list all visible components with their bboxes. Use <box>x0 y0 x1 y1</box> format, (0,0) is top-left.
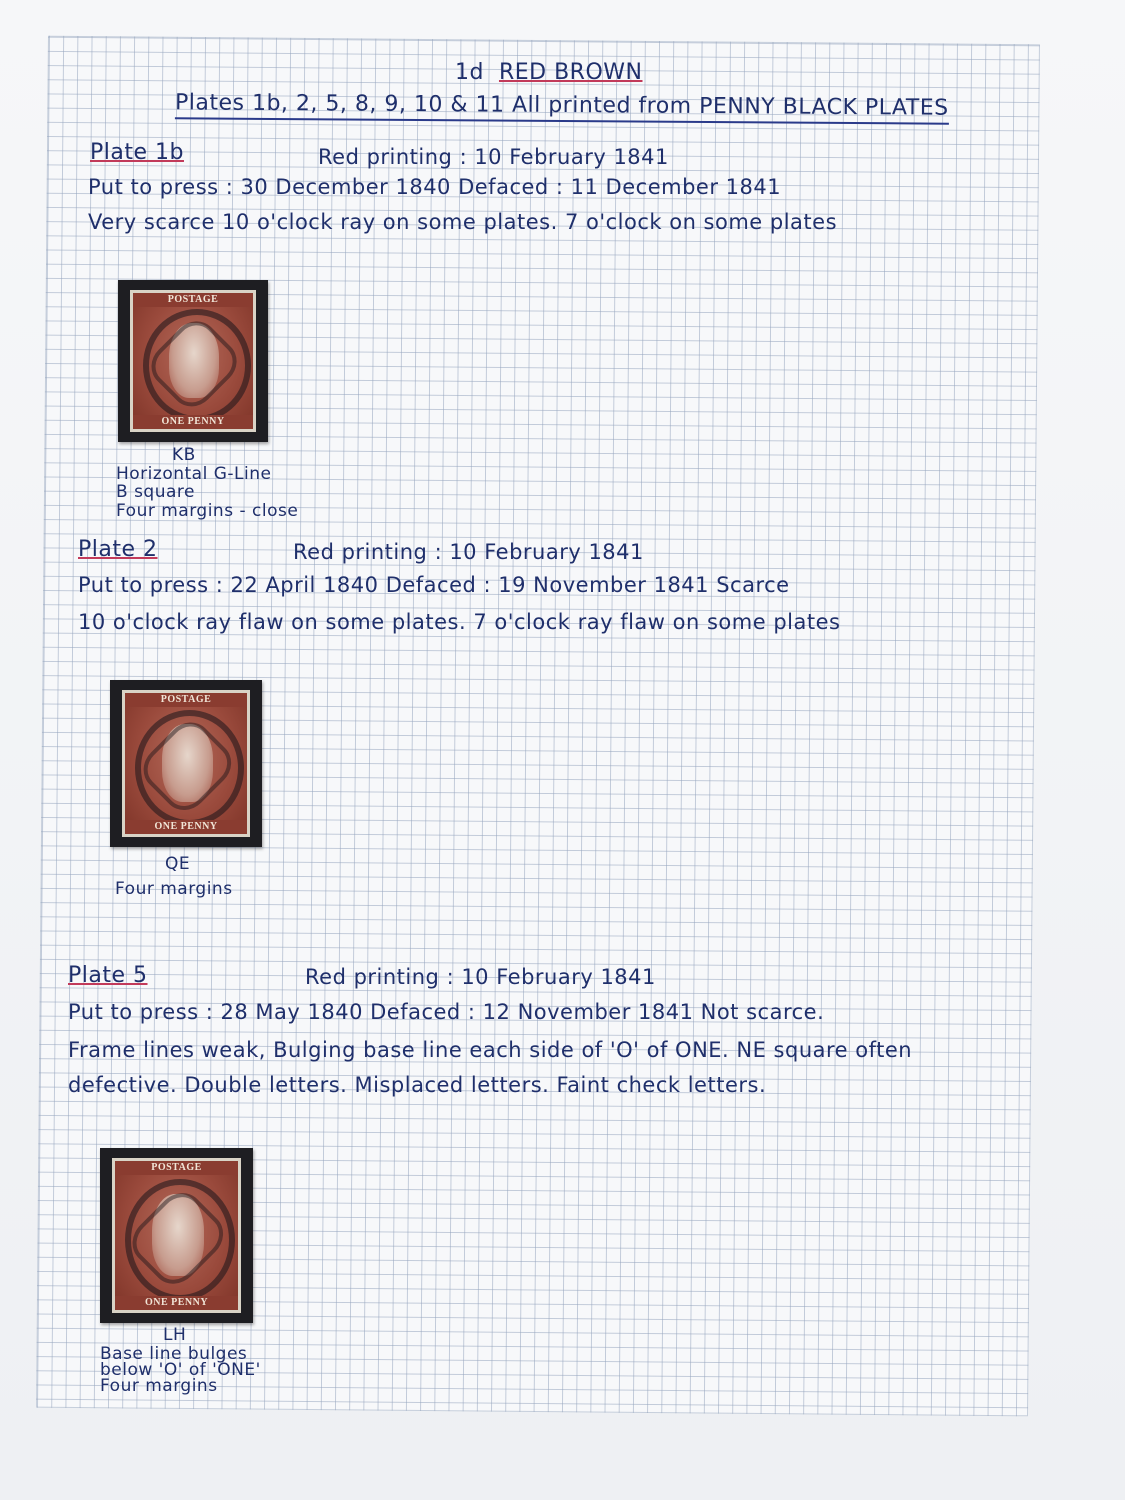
stamp-value-label: ONE PENNY <box>125 820 247 834</box>
stamp-postage-label: POSTAGE <box>115 1161 238 1175</box>
plate-2-heading: Plate 2 <box>78 537 158 562</box>
plate-1b-dates: Put to press : 30 December 1840 Defaced : 11 December 1841 <box>88 175 782 199</box>
page-title <box>455 60 643 85</box>
title-denomination: 1d <box>455 60 484 85</box>
plate-5-notes-cont: defective. Double letters. Misplaced letters. Faint check letters. <box>68 1073 767 1097</box>
plate-5-heading: Plate 5 <box>68 963 148 988</box>
plate-2-printing: Red printing : 10 February 1841 <box>293 540 644 564</box>
plate-5-stamp-mount <box>100 1148 253 1323</box>
stamp-postage-label: POSTAGE <box>125 693 247 707</box>
plate-2-stamp <box>122 690 250 837</box>
plate-1b-caption-line: Four margins - close <box>116 501 299 521</box>
plate-1b-stamp <box>130 290 256 432</box>
plate-5-caption-line: Base line bulges <box>100 1344 248 1364</box>
plate-2-dates: Put to press : 22 April 1840 Defaced : 19 November 1841 Scarce <box>78 573 790 597</box>
plate-2-letters: QE <box>165 854 191 874</box>
stamp-postage-label: POSTAGE <box>133 293 253 307</box>
plate-1b-notes: Very scarce 10 o'clock ray on some plates. 7 o'clock on some plates <box>88 210 838 234</box>
plate-5-stamp <box>112 1158 241 1313</box>
plate-2-stamp-mount <box>110 680 262 847</box>
plate-5-caption-line: below 'O' of 'ONE' <box>100 1360 261 1380</box>
plate-1b-caption-line: Horizontal G-Line <box>116 464 272 484</box>
plate-5-dates: Put to press : 28 May 1840 Defaced : 12 November 1841 Not scarce. <box>68 1000 825 1024</box>
stamp-value-label: ONE PENNY <box>115 1296 238 1310</box>
plate-1b-stamp-mount <box>118 280 268 442</box>
plate-2-caption-line: Four margins <box>115 879 233 899</box>
page-subtitle: Plates 1b, 2, 5, 8, 9, 10 & 11 All printed from PENNY BLACK PLATES <box>175 90 949 124</box>
plate-5-letters: LH <box>163 1325 187 1345</box>
plate-5-caption-line: Four margins <box>100 1376 218 1396</box>
plate-1b-heading: Plate 1b <box>90 140 184 165</box>
plate-5-printing: Red printing : 10 February 1841 <box>305 965 656 989</box>
plate-1b-printing: Red printing : 10 February 1841 <box>318 145 669 169</box>
title-color: RED BROWN <box>498 60 643 85</box>
plate-1b-caption-line: B square <box>116 482 195 502</box>
plate-2-notes: 10 o'clock ray flaw on some plates. 7 o'clock ray flaw on some plates <box>78 610 841 634</box>
plate-5-notes: Frame lines weak, Bulging base line each side of 'O' of ONE. NE square often <box>68 1038 913 1062</box>
plate-1b-letters: KB <box>172 445 196 465</box>
stamp-value-label: ONE PENNY <box>133 415 253 429</box>
